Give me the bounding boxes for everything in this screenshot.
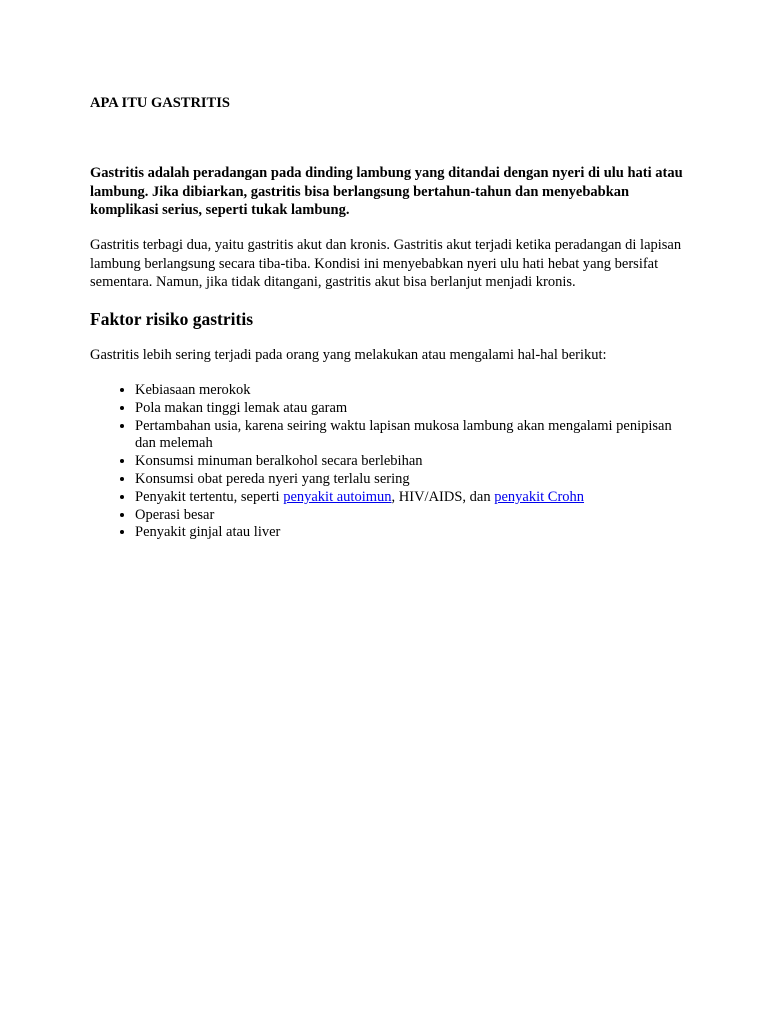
list-item: [135, 489, 695, 507]
body-paragraph: Gastritis terbagi dua, yaitu gastritis akut dan kronis. Gastritis akut terjadi ketika peradangan di lapisan lambung berlangsung secara tiba-tiba. Kondisi ini menyebabkan nyeri ulu hati hebat yang bersifat sementara. Namun, jika tidak ditangani, gastritis akut bisa berlanjut menjadi kronis.: [90, 237, 682, 290]
list-item-text: Penyakit tertentu, seperti: [135, 488, 284, 505]
list-item: • Kebiasaan merokok: [135, 382, 695, 400]
list-item: • Pertambahan usia, karena seiring waktu lapisan mukosa lambung akan mengalami penipisan dan melemah: [135, 418, 695, 454]
document-title: APA ITU GASTRITIS: [90, 95, 230, 111]
list-item: • Konsumsi minuman beralkohol secara berlebihan: [135, 453, 695, 471]
risk-factor-list: [90, 382, 695, 542]
section-heading: Faktor risiko gastritis: [90, 309, 254, 329]
list-item-text: , HIV/AIDS, dan: [391, 488, 495, 505]
list-item: • Pola makan tinggi lemak atau garam: [135, 400, 695, 418]
link-penyakit-crohn[interactable]: penyakit Crohn: [494, 488, 585, 505]
list-item: • Konsumsi obat pereda nyeri yang terlalu sering: [135, 471, 695, 489]
lead-paragraph: Gastritis adalah peradangan pada dinding lambung yang ditandai dengan nyeri di ulu hati atau lambung. Jika dibiarkan, gastritis bisa berlangsung bertahun-tahun dan menyebabkan komplikasi serius, seperti tukak lambung.: [90, 165, 683, 218]
list-item: • Operasi besar: [135, 507, 695, 525]
link-penyakit-autoimun[interactable]: penyakit autoimun: [283, 488, 392, 505]
section-intro: Gastritis lebih sering terjadi pada orang yang melakukan atau mengalami hal-hal berikut:: [90, 347, 607, 363]
list-item: • Penyakit ginjal atau liver: [135, 524, 695, 542]
